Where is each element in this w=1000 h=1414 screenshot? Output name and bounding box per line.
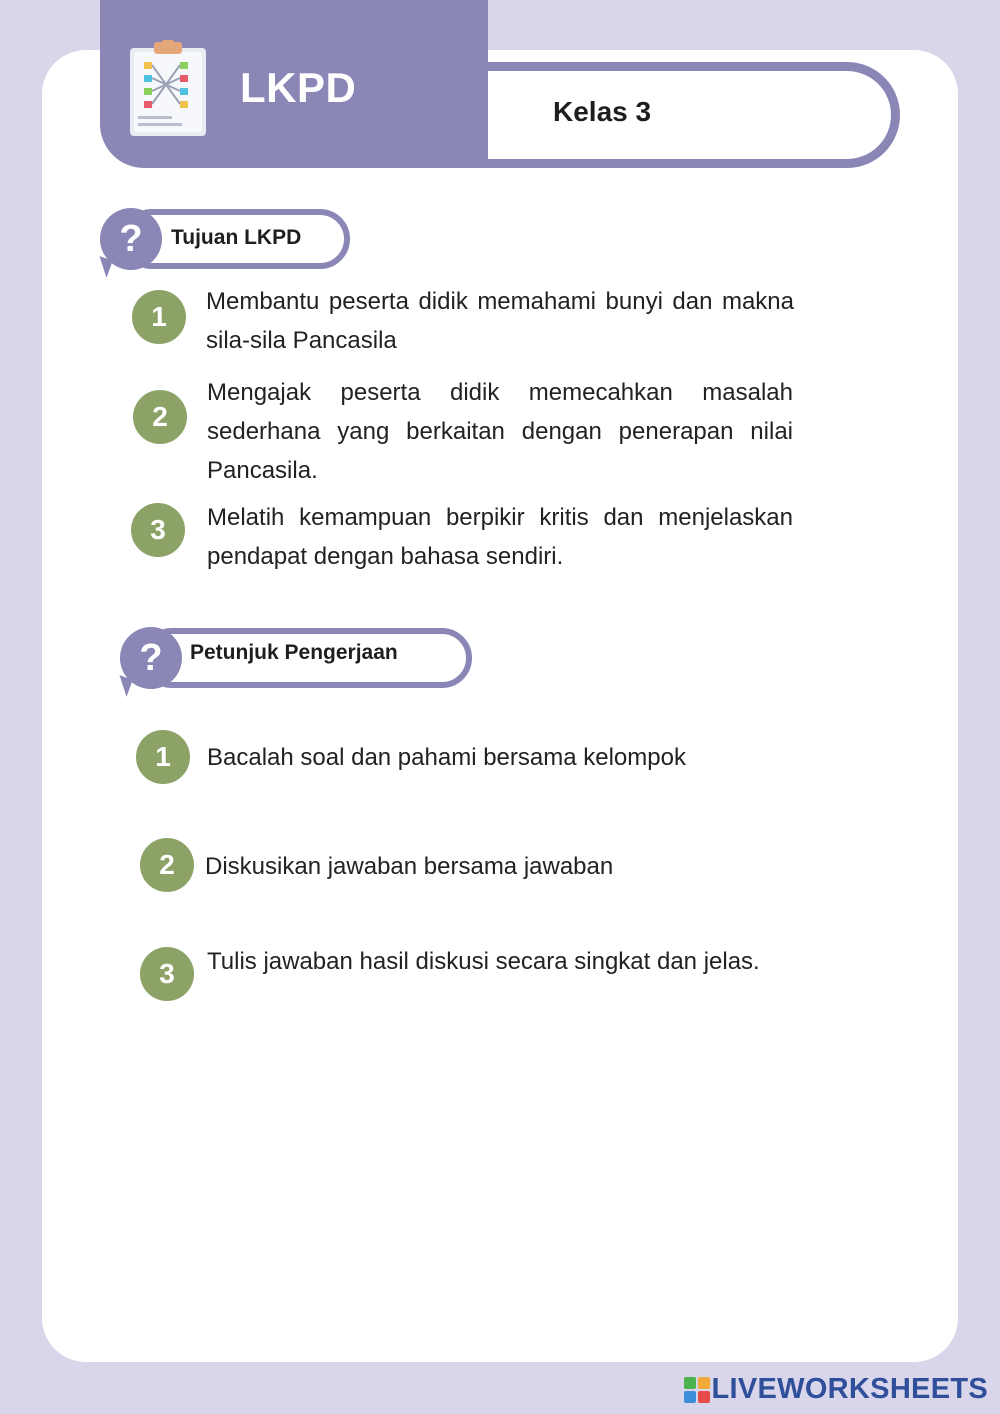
tujuan-number-3: 3 <box>131 503 185 557</box>
kelas-label: Kelas 3 <box>553 96 652 127</box>
question-icon: ? <box>120 627 182 689</box>
petunjuk-item-3: Tulis jawaban hasil diskusi secara singkat dan jelas. <box>207 948 760 975</box>
petunjuk-heading: Petunjuk Pengerjaan <box>190 641 398 664</box>
question-icon: ? <box>100 208 162 270</box>
tujuan-number-1: 1 <box>132 290 186 344</box>
petunjuk-number-2: 2 <box>140 838 194 892</box>
petunjuk-item-2: Diskusikan jawaban bersama jawaban <box>205 853 614 880</box>
brand-text: LIVEWORKSHEETS <box>711 1373 988 1405</box>
tujuan-number-2: 2 <box>133 390 187 444</box>
liveworksheets-brand <box>684 1373 989 1406</box>
liveworksheets-logo-icon <box>684 1377 710 1403</box>
petunjuk-number-3: 3 <box>140 947 194 1001</box>
petunjuk-item-1: Bacalah soal dan pahami bersama kelompok <box>207 744 686 771</box>
kelas-pill <box>462 62 900 168</box>
tujuan-item-2: Mengajak peserta didik memecahkan masalah sederhana yang berkaitan dengan penerapan nilai Pancasila. <box>207 379 793 484</box>
petunjuk-number-1: 1 <box>136 730 190 784</box>
tujuan-item-1: Membantu peserta didik memahami bunyi dan makna sila-sila Pancasila <box>206 288 794 354</box>
page-title: LKPD <box>240 64 357 111</box>
tujuan-item-3: Melatih kemampuan berpikir kritis dan menjelaskan pendapat dengan bahasa sendiri. <box>207 504 793 570</box>
tujuan-heading: Tujuan LKPD <box>171 226 302 249</box>
clipboard-icon <box>128 40 208 138</box>
